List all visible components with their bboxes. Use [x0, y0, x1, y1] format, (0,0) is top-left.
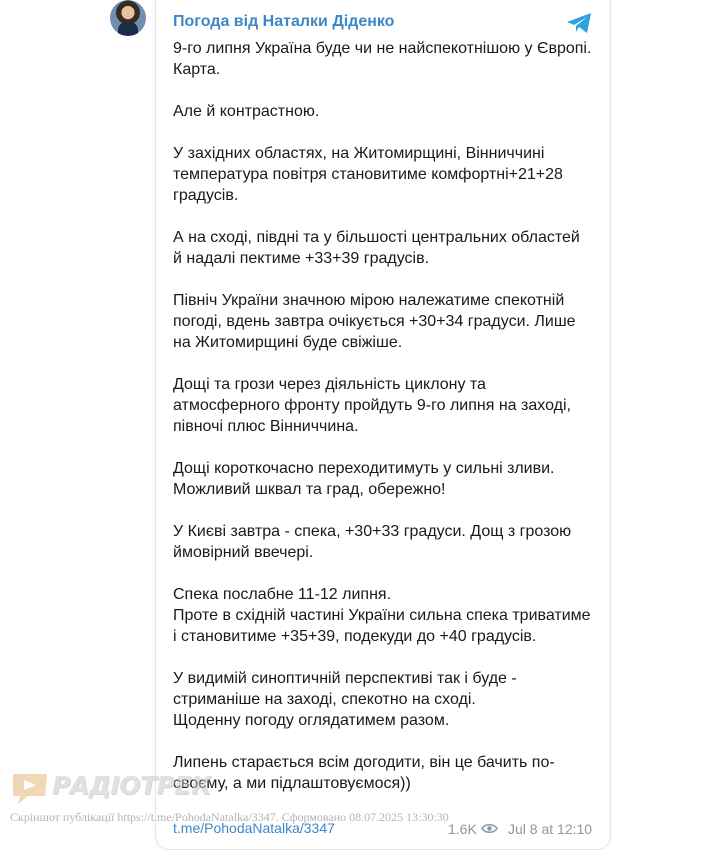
eye-icon: [481, 823, 498, 834]
post-paragraph: А на сході, півдні та у більшості центральних областей й надалі пектиме +33+39 градусів.: [173, 229, 580, 267]
post-paragraph: У Києві завтра - спека, +30+33 градуси. Дощ з грозою ймовірний ввечері.: [173, 523, 572, 561]
radiotrek-logo-text: РАДІОТРЕК: [52, 771, 211, 800]
post-paragraph: Липень старається всім догодити, він це бачить по-своєму, а ми підлаштовуємося)): [173, 754, 555, 792]
channel-avatar[interactable]: [110, 0, 146, 36]
screenshot-caption: Скріншот публікації https://t.me/PohodaNatalka/3347. Сформовано 08.07.2025 13:30:30: [10, 810, 449, 824]
post-paragraph: Дощі короткочасно переходитимуть у сильні зливи. Можливий шквал та град, обережно!: [173, 460, 555, 498]
channel-name[interactable]: Погода від Наталки Діденко: [173, 13, 395, 30]
post-text: [173, 38, 593, 794]
post-paragraph: 9-го липня Україна буде чи не найспекотнішою у Європі. Карта.: [173, 40, 592, 78]
post-link[interactable]: t.me/PohodaNatalka/3347: [173, 820, 335, 836]
telegram-icon[interactable]: [566, 12, 593, 34]
post-paragraph: Північ України значною мірою належатиме спекотній погоді, вдень завтра очікується +30+34 градуси. Лише на Житомирщині буде свіжіше.: [173, 292, 576, 351]
post-paragraph: Дощі та грози через діяльність циклону та атмосферного фронту пройдуть 9-го липня на заході, півночі плюс Вінниччина.: [173, 376, 571, 435]
post-time: Jul 8 at 12:10: [508, 821, 593, 837]
view-count: 1.6K: [448, 821, 477, 837]
post-paragraph: У західних областях, на Житомирщині, Вінниччині температура повітря становитиме комфортні+21+28 градусів.: [173, 145, 563, 204]
post-paragraph: Але й контрастною.: [173, 103, 320, 120]
post-paragraph: Спека послабне 11-12 липня. Проте в східній частині України сильна спека триватиме і становитиме +35+39, подекуди до +40 градусів.: [173, 586, 591, 645]
radiotrek-watermark: [10, 770, 211, 806]
radiotrek-logo-icon: [10, 770, 50, 806]
post-paragraph: У видимій синоптичній перспективі так і буде - стриманіше на заході, спекотно на сході. Щоденну погоду оглядатимем разом.: [173, 670, 517, 729]
